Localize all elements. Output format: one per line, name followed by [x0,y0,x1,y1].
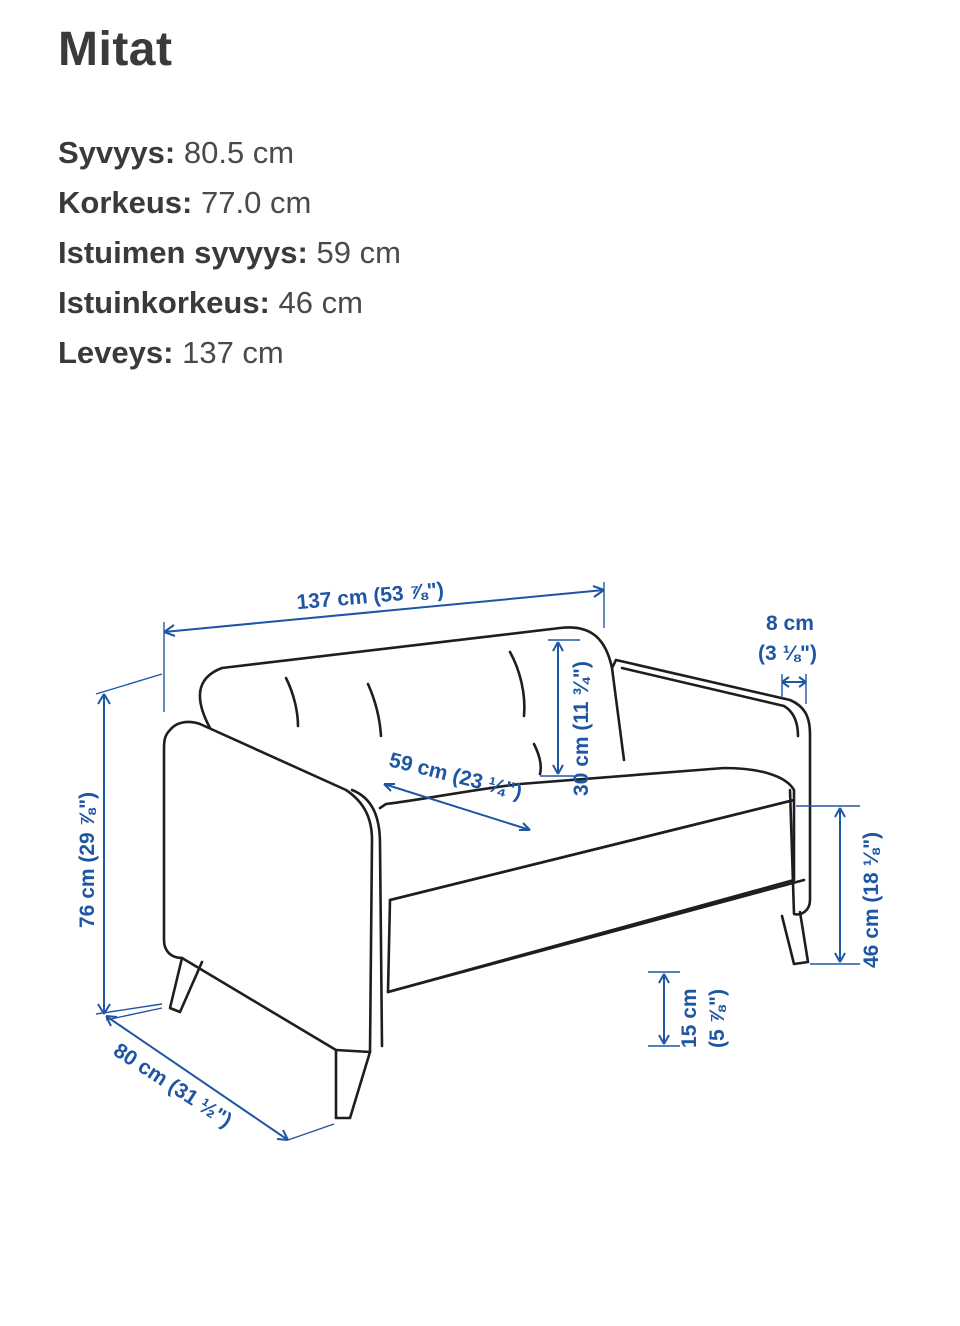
spec-row-width [58,330,401,380]
spec-label: Istuinkorkeus: [58,285,270,320]
leg-back-right [782,912,808,964]
dimension-labels [76,578,883,1132]
spec-label: Istuimen syvyys: [58,235,308,270]
depth-label: 80 cm (31 ½") [109,1038,236,1133]
spec-label: Korkeus: [58,185,193,220]
armrest-width-label: 8 cm [766,612,814,635]
seat-depth-label: 59 cm (23 ¼") [386,748,525,804]
spec-value: 77.0 cm [201,185,312,220]
right-armrest-outline [612,660,810,914]
seat-height-label: 46 cm (18 ⅛") [860,831,883,968]
dimension-lines [96,582,860,1140]
armrest-width-inch-label: (3 ⅛") [758,642,817,665]
left-armrest-outline [164,722,372,1052]
sofa-dimension-diagram [0,540,960,1220]
spec-value: 137 cm [182,335,284,370]
spec-label: Syvyys: [58,135,176,170]
backrest-seam [286,678,298,726]
seat-cushion-front [388,800,794,992]
leg-front-left [336,1050,370,1118]
spec-row-height [58,180,401,230]
left-armrest-inner [352,790,382,1046]
clearance-inch-label: (5 ⅞") [706,989,729,1048]
backrest-seam [368,684,381,736]
seat-base-line [388,880,804,992]
backrest-seam [534,744,541,774]
dimension-list [58,130,401,380]
backrest-seam [510,652,524,716]
spec-row-seat-depth [58,230,401,280]
right-armrest-inner [622,668,798,736]
spec-value: 59 cm [316,235,401,270]
spec-row-depth [58,130,401,180]
clearance-label: 15 cm [678,988,701,1048]
width-label: 137 cm (53 ⅞") [295,578,445,615]
spec-label: Leveys: [58,335,174,370]
page-title: Mitat [58,23,173,76]
spec-row-seat-height [58,280,401,330]
spec-value: 80.5 cm [183,135,295,170]
overall-height-label: 76 cm (29 ⅞") [76,791,99,928]
spec-value: 46 cm [278,285,363,320]
back-height-label: 30 cm (11 ¾") [570,661,593,796]
